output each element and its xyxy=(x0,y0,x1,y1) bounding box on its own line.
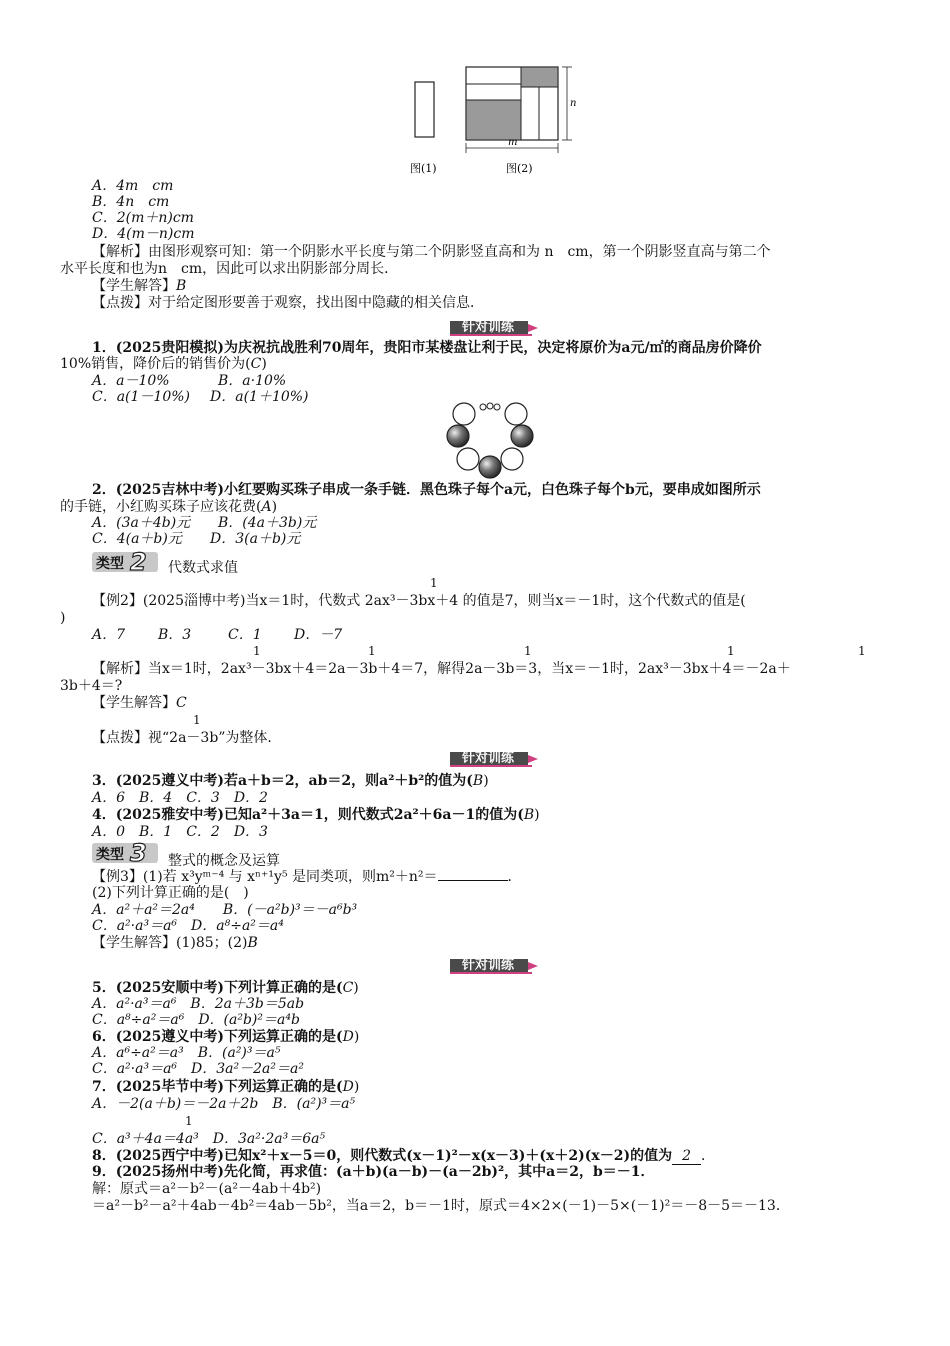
shaded-bottom-left xyxy=(466,100,521,140)
white-bead xyxy=(505,403,527,425)
ex2-student-answer xyxy=(92,695,187,711)
q8-text: 8．(2025西宁中考)已知x²＋x－5＝0，则代数式(x－1)²－x(x－3)＋(x＋2)(x－2)的值为 xyxy=(92,1148,673,1164)
q3-post: ) xyxy=(483,773,489,789)
label-m: m xyxy=(508,137,518,148)
q1-line2-pre: 10%销售，降价后的销售价为( xyxy=(60,356,251,372)
banner-label: 针对训练 xyxy=(461,751,514,766)
student-answer-value: C xyxy=(176,695,187,711)
q6-answer: D xyxy=(342,1029,354,1045)
q5-post: ) xyxy=(353,980,359,996)
q1-option-d: D．a(1＋10%) xyxy=(210,389,309,405)
q8-post: ． xyxy=(701,1148,716,1164)
q1-answer: C xyxy=(250,356,262,372)
answer-blank[interactable] xyxy=(438,868,508,881)
ex3-student-answer xyxy=(92,935,258,951)
q3-stem xyxy=(92,773,489,789)
fraction-numerator: 1 xyxy=(193,713,201,727)
q6-options-cd: C．a²·a³＝a⁶ D．3a²－2a²＝a² xyxy=(92,1061,304,1077)
student-answer-label: 【学生解答】 xyxy=(92,695,176,711)
q7-answer: D xyxy=(342,1079,354,1095)
q4-text: 4．(2025雅安中考)已知a²＋3a＝1，则代数式2a²＋6a－1的值为( xyxy=(92,807,524,823)
q4-post: ) xyxy=(534,807,540,823)
white-bead xyxy=(453,403,475,425)
fraction-numerator: 1 xyxy=(858,644,866,658)
small-rect xyxy=(415,82,434,137)
type3-tag-number: 3 xyxy=(130,839,147,867)
rectangle-figure-svg xyxy=(410,62,590,180)
q2-line2-pre: 的手链，小红购买珠子应该花费( xyxy=(60,499,262,515)
q2-stem-line1: 2．(2025吉林中考)小红要购买珠子串成一条手链．黑色珠子每个a元，白色珠子每个b元，要串成如图所示 xyxy=(92,482,761,498)
type2-tag-label: 类型 xyxy=(96,556,124,572)
practice-banner xyxy=(448,318,540,338)
q7-options-cd: C．a³＋4a＝4a³ D．3a²·2a³＝6a⁵ xyxy=(92,1131,326,1147)
q9-solution-line1: 解：原式＝a²－b²－(a²－4ab＋4b²) xyxy=(92,1181,322,1197)
q6-text: 6．(2025遵义中考)下列运算正确的是( xyxy=(92,1029,343,1045)
q3-options: A．6 B．4 C．3 D．2 xyxy=(92,790,268,806)
q4-stem xyxy=(92,807,540,823)
student-answer-value: B xyxy=(247,935,258,951)
q5-options-cd: C．a⁸÷a²＝a⁶ D．(a²b)²＝a⁴b xyxy=(92,1012,300,1028)
q0-option-a: A．4m cm xyxy=(92,178,174,194)
q5-stem xyxy=(92,980,359,996)
q2-line2-post: ) xyxy=(271,499,278,515)
q2-answer: A xyxy=(261,499,272,515)
ex3-line1 xyxy=(92,868,522,885)
type3-tag-label: 类型 xyxy=(96,847,124,863)
caption-fig1: 图(1) xyxy=(410,162,437,175)
q1-option-b: B．a·10% xyxy=(218,373,287,389)
ex3-line1-text: 【例3】(1)若 x³yᵐ⁻⁴ 与 xⁿ⁺¹y⁵ 是同类项，则m²＋n²＝ xyxy=(92,869,438,885)
q8-stem xyxy=(92,1148,715,1165)
q4-options: A．0 B．1 C．2 D．3 xyxy=(92,824,268,840)
q0-student-answer xyxy=(92,278,186,294)
q0-option-d: D．4(m－n)cm xyxy=(92,226,195,242)
q5-answer: C xyxy=(342,980,354,996)
practice-banner xyxy=(448,749,540,769)
q2-option-c: C．4(a＋b)元 xyxy=(92,531,182,547)
q3-text: 3．(2025遵义中考)若a＋b＝2，ab＝2，则a²＋b²的值为( xyxy=(92,773,473,789)
ex3-options-cd: C．a²·a³＝a⁶ D．a⁸÷a²＝a⁴ xyxy=(92,918,284,934)
q0-option-c: C．2(m＋n)cm xyxy=(92,210,194,226)
q1-stem-line1 xyxy=(92,340,762,356)
q7-options-ab: A．－2(a＋b)＝－2a＋2b B．(a²)³＝a⁵ xyxy=(92,1096,356,1112)
ex2-option-d: D．－7 xyxy=(294,627,343,643)
q6-post: ) xyxy=(353,1029,360,1045)
q6-stem xyxy=(92,1029,359,1045)
q0-option-b: B．4n cm xyxy=(92,194,170,210)
ex2-analysis-line1: 【解析】当x＝1时，2ax³－3bx＋4＝2a－3b＋4＝7，解得2a－3b＝3，当x＝－1时，2ax³－3bx＋4＝－2a＋ xyxy=(92,661,791,677)
q2-option-b: B．(4a＋3b)元 xyxy=(218,515,317,531)
q2-option-a: A．(3a＋4b)元 xyxy=(92,515,191,531)
q1-option-a: A．a－10% xyxy=(92,373,170,389)
fraction-numerator: 1 xyxy=(368,644,376,658)
q1-text: 1．(2025贵阳模拟)为庆祝抗战胜利70周年，贵阳市某楼盘让利于民，决定将原价为a元/㎡的商品房价降价 xyxy=(92,340,762,356)
fraction-numerator: 1 xyxy=(430,576,438,590)
student-answer-value: B xyxy=(176,278,187,294)
ex3-line1-post: ． xyxy=(507,869,522,885)
q3-answer: B xyxy=(472,773,484,789)
q2-option-d: D．3(a＋b)元 xyxy=(210,531,301,547)
ex2-option-a: A．7 xyxy=(92,627,126,643)
black-bead xyxy=(447,425,469,447)
banner-label: 针对训练 xyxy=(461,320,514,335)
black-bead xyxy=(511,425,533,447)
type3-title: 整式的概念及运算 xyxy=(168,853,280,869)
student-answer-label: 【学生解答】 xyxy=(92,935,176,951)
ex2-option-b: B．3 xyxy=(158,627,192,643)
ex2-option-c: C．1 xyxy=(228,627,262,643)
type2-tag xyxy=(92,548,158,576)
q0-tip: 【点拨】对于给定图形要善于观察，找出图中隐藏的相关信息． xyxy=(92,295,484,311)
banner-label: 针对训练 xyxy=(461,958,514,973)
black-bead xyxy=(479,456,501,478)
bracelet-figure xyxy=(440,398,540,480)
q5-text: 5．(2025安顺中考)下列计算正确的是( xyxy=(92,980,343,996)
type2-title: 代数式求值 xyxy=(168,560,238,576)
q6-options-ab: A．a⁶÷a²＝a³ B．(a²)³＝a⁵ xyxy=(92,1045,281,1061)
ex2-stem-line2: ) xyxy=(60,610,66,626)
rectangle-figure xyxy=(410,62,590,180)
white-bead xyxy=(501,448,523,470)
fraction-numerator: 1 xyxy=(727,644,735,658)
q1-line2-post: ) xyxy=(261,356,267,372)
q5-options-ab: A．a²·a³＝a⁶ B．2a＋3b＝5ab xyxy=(92,996,305,1012)
ex2-tip: 【点拨】视“2a－3b”为整体． xyxy=(92,730,282,746)
q9-stem: 9．(2025扬州中考)先化简，再求值：(a＋b)(a－b)－(a－2b)²，其中a＝2，b＝－1． xyxy=(92,1164,655,1180)
ex2-stem-line1: 【例2】(2025淄博中考)当x＝1时，代数式 2ax³－3bx＋4 的值是7，则当x＝－1时，这个代数式的值是( xyxy=(92,593,746,609)
q2-stem-line2 xyxy=(60,499,277,515)
q1-option-c: C．a(1－10%) xyxy=(92,389,191,405)
q9-solution-line2: ＝a²－b²－a²＋4ab－4b²＝4ab－5b²，当a＝2，b＝－1时，原式＝4×2×(－1)－5×(－1)²＝－8－5＝－13． xyxy=(92,1198,790,1214)
shaded-top-right xyxy=(521,67,558,87)
q1-stem-line2 xyxy=(60,356,267,372)
student-answer-label: 【学生解答】 xyxy=(92,278,176,294)
caption-fig2: 图(2) xyxy=(506,162,533,175)
q0-analysis-line2: 水平长度和也为n cm，因此可以求出阴影部分周长． xyxy=(60,261,399,277)
practice-banner xyxy=(448,956,540,976)
ex3-options-ab: A．a²＋a²＝2a⁴ B．(－a²b)³＝－a⁶b³ xyxy=(92,902,358,918)
type2-tag-number: 2 xyxy=(130,548,147,576)
fraction-numerator: 1 xyxy=(185,1114,193,1128)
type3-tag xyxy=(92,839,158,867)
label-n: n xyxy=(570,98,577,109)
white-bead xyxy=(457,448,479,470)
fraction-numerator: 1 xyxy=(524,644,532,658)
q7-post: ) xyxy=(353,1079,360,1095)
q0-analysis-line1: 【解析】由图形观察可知：第一个阴影水平长度与第二个阴影竖直高和为 n cm，第一个阴影竖直高与第二个 xyxy=(92,244,771,260)
ex2-analysis-line2: 3b＋4＝? xyxy=(60,678,123,694)
q7-text: 7．(2025毕节中考)下列运算正确的是( xyxy=(92,1079,343,1095)
ex3-line2: (2)下列计算正确的是( ) xyxy=(92,885,249,901)
q7-stem xyxy=(92,1079,359,1095)
fraction-numerator: 1 xyxy=(253,644,261,658)
q8-answer: 2 xyxy=(672,1148,701,1165)
student-answer-value: (1)85；(2) xyxy=(176,935,248,951)
q4-answer: B xyxy=(523,807,535,823)
